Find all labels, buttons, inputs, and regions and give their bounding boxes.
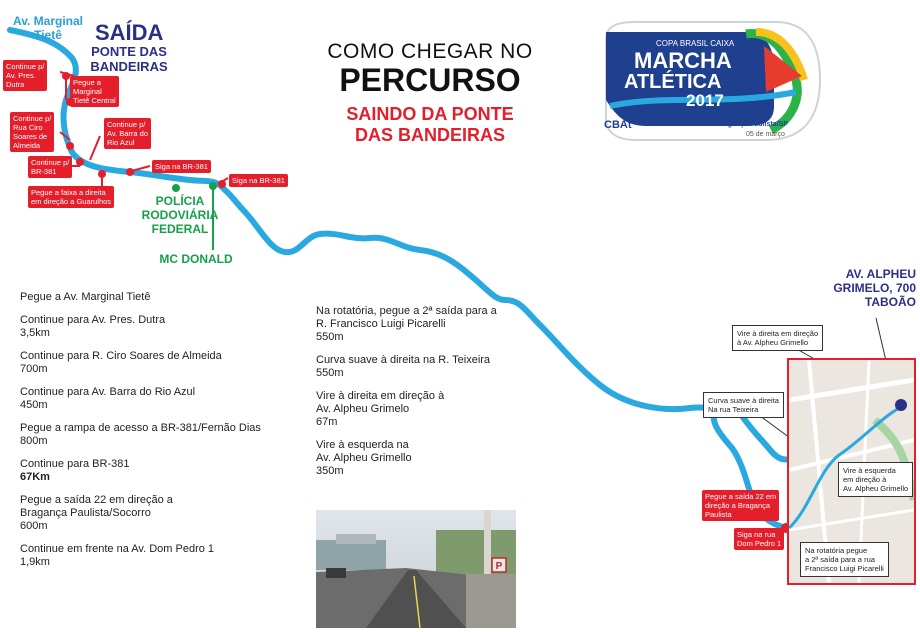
destination-pin <box>895 399 907 411</box>
direction-step: Continue para R. Ciro Soares de Almeida 700m <box>20 350 222 375</box>
direction-step: Pegue a rampa de acesso a BR-381/Fernão Dias 800m <box>20 422 261 447</box>
inset-label-teixeira: Curva suave à direita Na rua Teixeira <box>703 392 784 418</box>
label-br381-continue: Continue p/ BR-381 <box>28 156 72 178</box>
logo-city: Bragança Paulista/SP <box>716 121 788 128</box>
label-ciro-soares: Continue p/ Rua Ciro Soares de Almeida <box>10 112 54 152</box>
label-siga-br381-1: Siga na BR-381 <box>152 160 211 173</box>
label-saida-22: Pegue a saída 22 em direção a Bragança Paulista <box>702 490 779 521</box>
inset-label-right-alpheu: Vire à direita em direção à Av. Alpheu Grimello <box>732 325 823 351</box>
street-photo <box>316 510 516 628</box>
label-dom-pedro: Siga na rua Dom Pedro 1 <box>734 528 784 550</box>
landmark-policia: POLÍCIA RODOVIÁRIA FEDERAL <box>141 194 219 236</box>
directions-middle <box>316 305 497 488</box>
logo-name-a: MARCHA <box>634 48 732 73</box>
parking-sign: P <box>495 561 503 572</box>
start-road-label <box>8 14 88 42</box>
label-marginal-central: Pegue a Marginal Tietê Central <box>70 76 119 107</box>
label-barra-rio-azul: Continue p/ Av. Barra do Rio Azul <box>104 118 151 149</box>
direction-step: Continue para Av. Pres. Dutra 3,5km <box>20 314 166 339</box>
title-line2: PERCURSO <box>339 62 521 98</box>
logo-name-b: ATLÉTICA <box>624 71 722 93</box>
direction-step: Continue em frente na Av. Dom Pedro 1 1,9km <box>20 543 215 568</box>
logo-date: 05 de março <box>746 131 785 138</box>
inset-label-rotatoria: Na rotatória pegue a 2ª saída para a rua Francisco Luigi Picarelli <box>800 542 889 577</box>
logo-year: 2017 <box>686 91 724 110</box>
direction-step: Pegue a Av. Marginal Tietê <box>20 291 151 303</box>
label-siga-br381-2: Siga na BR-381 <box>229 174 288 187</box>
label-faixa-guarulhos: Pegue a faixa a direita em direção a Guarulhos <box>28 186 114 208</box>
title-line1: COMO CHEGAR NO <box>327 40 533 63</box>
start-road-line1: Av. Marginal <box>12 14 83 28</box>
event-logo <box>596 20 822 142</box>
inset-label-left-alpheu: Vire à esquerda em direção à Av. Alpheu Grimello <box>838 462 913 497</box>
start-subtitle <box>84 44 174 74</box>
label-pres-dutra: Continue p/ Av. Pres. Dutra <box>3 60 47 91</box>
direction-step: Curva suave à direita na R. Teixeira 550m <box>316 354 491 379</box>
logo-top: COPA BRASIL CAIXA <box>656 39 735 48</box>
landmark-mcdonald: MC DONALD <box>159 252 233 266</box>
start-subtitle-line2: BANDEIRAS <box>90 59 168 74</box>
logo-brand: CBAt <box>604 119 632 131</box>
start-road-line2: Tietê <box>34 28 62 42</box>
destination-label: AV. ALPHEU GRIMELO, 700 TABOÃO <box>833 267 916 309</box>
title-line3: SAINDO DA PONTE DAS BANDEIRAS <box>346 104 514 145</box>
direction-step: Vire à direita em direção à Av. Alpheu Grimelo 67m <box>316 390 445 428</box>
direction-step: Na rotatória, pegue a 2ª saída para a R. Francisco Luigi Picarelli 550m <box>316 305 497 343</box>
direction-step: Continue para Av. Barra do Rio Azul 450m <box>20 386 196 411</box>
directions-left <box>20 291 261 579</box>
start-subtitle-line1: PONTE DAS <box>91 44 167 59</box>
start-title: SAÍDA <box>95 20 164 45</box>
direction-step: Continue para BR-381 67Km <box>20 458 130 483</box>
direction-step: Vire à esquerda na Av. Alpheu Grimello 350m <box>316 439 412 477</box>
direction-step: Pegue a saída 22 em direção a Bragança Paulista/Socorro 600m <box>20 494 173 532</box>
